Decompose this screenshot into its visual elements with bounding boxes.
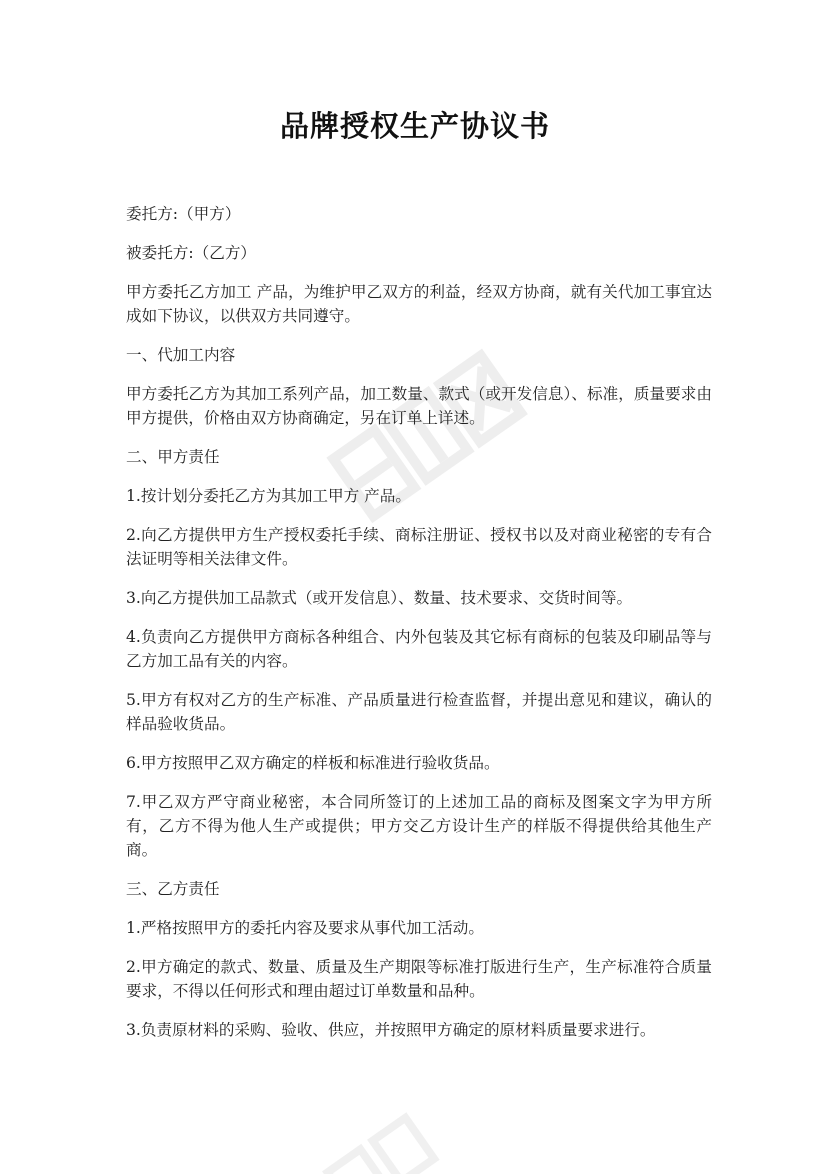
party-a-duty-3: 3.向乙方提供加工品款式（或开发信息）、数量、技术要求、交货时间等。 bbox=[126, 589, 633, 607]
section-heading-2: 二、甲方责任 bbox=[126, 448, 220, 466]
watermark-logo-bottom bbox=[300, 1100, 460, 1174]
section-heading-1: 一、代加工内容 bbox=[126, 346, 236, 364]
document-body bbox=[126, 202, 712, 1057]
party-a-duty-5: 5.甲方有权对乙方的生产标准、产品质量进行检查监督，并提出意见和建议，确认的样品验收货品。 bbox=[126, 691, 712, 733]
party-a-duty-6: 6.甲方按照甲乙双方确定的样板和标准进行验收货品。 bbox=[126, 754, 500, 772]
party-b-line: 被委托方:（乙方） bbox=[126, 244, 257, 262]
section-heading-3: 三、乙方责任 bbox=[126, 880, 220, 898]
party-a-duty-7: 7.甲乙双方严守商业秘密，本合同所签订的上述加工品的商标及图案文字为甲方所有，乙方不得为他人生产或提供；甲方交乙方设计生产的样版不得提供给其他生产商。 bbox=[126, 793, 712, 859]
party-b-duty-3: 3.负责原材料的采购、验收、供应，并按照甲方确定的原材料质量要求进行。 bbox=[126, 1021, 656, 1039]
section-1-paragraph: 甲方委托乙方为其加工系列产品，加工数量、款式（或开发信息）、标准，质量要求由甲方提供，价格由双方协商确定，另在订单上详述。 bbox=[126, 385, 712, 427]
party-a-line: 委托方:（甲方） bbox=[126, 205, 241, 223]
party-a-duty-1: 1.按计划分委托乙方为其加工甲方 产品。 bbox=[126, 487, 411, 505]
party-b-duty-2: 2.甲方确定的款式、数量、质量及生产期限等标准打版进行生产，生产标准符合质量要求，不得以任何形式和理由超过订单数量和品种。 bbox=[126, 958, 712, 1000]
party-a-duty-2: 2.向乙方提供甲方生产授权委托手续、商标注册证、授权书以及对商业秘密的专有合法证明等相关法律文件。 bbox=[126, 526, 712, 568]
party-a-duty-4: 4.负责向乙方提供甲方商标各种组合、内外包装及其它标有商标的包装及印刷品等与乙方加工品有关的内容。 bbox=[126, 628, 712, 670]
party-b-duty-1: 1.严格按照甲方的委托内容及要求从事代加工活动。 bbox=[126, 919, 484, 937]
intro-paragraph: 甲方委托乙方加工 产品，为维护甲乙双方的利益，经双方协商，就有关代加工事宜达成如下协议，以供双方共同遵守。 bbox=[126, 283, 712, 325]
document-title: 品牌授权生产协议书 bbox=[279, 109, 550, 143]
